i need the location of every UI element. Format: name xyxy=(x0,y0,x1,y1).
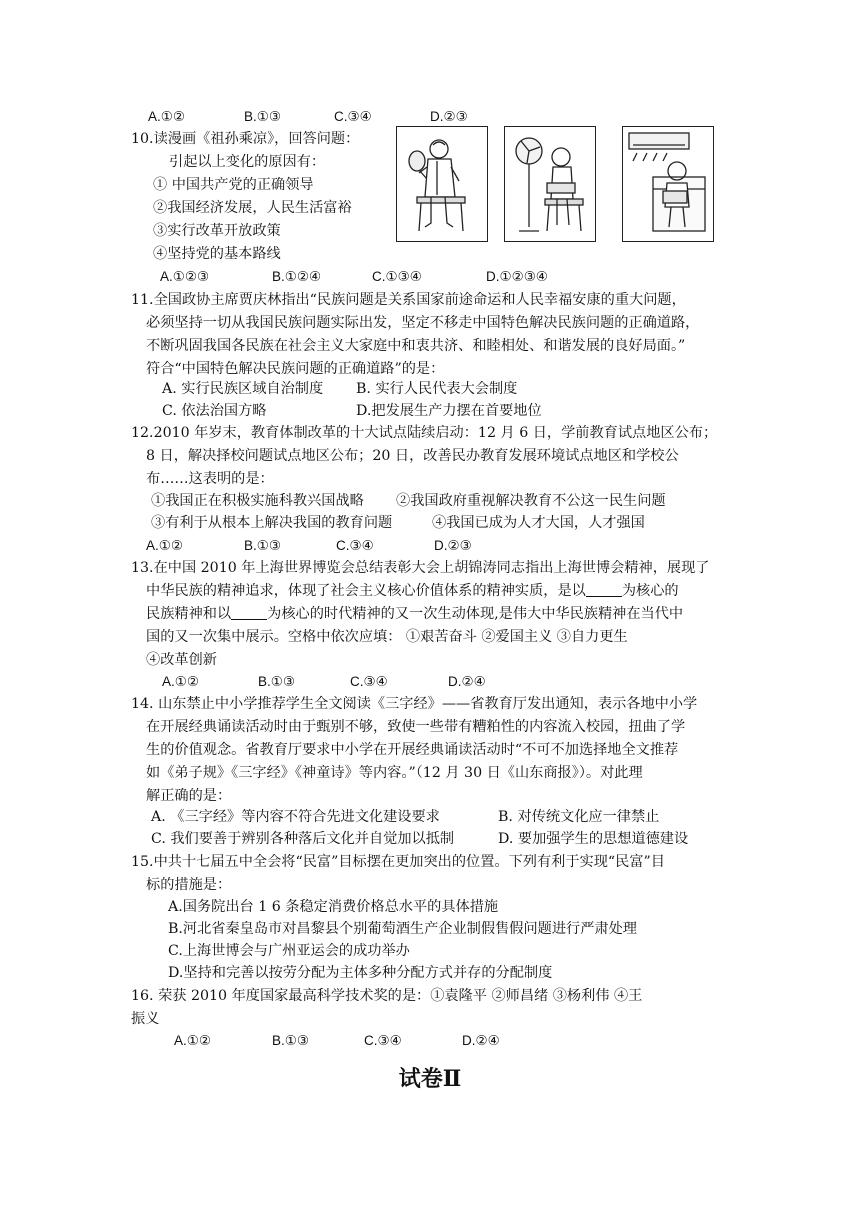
q12-option-a[interactable]: A.①② xyxy=(146,538,183,553)
q16-line-1: 16. 荣获 2010 年度国家最高科学技术奖的是：①袁隆平 ②师昌绪 ③杨利伟 ④王 xyxy=(131,988,643,1004)
q16-option-d[interactable]: D.②④ xyxy=(462,1033,500,1048)
q13-line-3-a: 民族精神和以 xyxy=(146,606,232,622)
q12-options xyxy=(146,535,472,557)
q14-line-4: 如《弟子规》《三字经》《神童诗》等内容。”（12 月 30 日《山东商报》）。对此理 xyxy=(146,765,643,781)
q13-line-3 xyxy=(146,603,683,625)
q13-line-1: 13.在中国 2010 年上海世界博览会总结表彰大会上胡锦涛同志指出上海世博会精神，展现了 xyxy=(131,560,710,576)
air-conditioner-panel xyxy=(622,126,714,242)
q13-options xyxy=(162,671,486,693)
q15-line-1: 15.中共十七届五中全会将“民富”目标摆在更加突出的位置。下列有利于实现“民富”目 xyxy=(131,854,665,870)
q12-option-c[interactable]: C.③④ xyxy=(336,538,374,553)
q13-option-d[interactable]: D.②④ xyxy=(448,674,486,689)
q12-line-1: 12.2010 年岁末，教育体制改革的十大试点陆续启动：12 月 6 日，学前教育试点地区公布； xyxy=(131,425,718,441)
q13-option-c[interactable]: C.③④ xyxy=(350,674,388,689)
q10-item-2: ②我国经济发展，人民生活富裕 xyxy=(153,200,352,216)
q12-item-2: ②我国政府重视解决教育不公这一民生问题 xyxy=(396,493,666,509)
q10-option-a[interactable]: A.①②③ xyxy=(160,269,210,284)
q11-line-3: 不断巩固我国各民族在社会主义大家庭中和衷共济、和睦相处、和谐发展的良好局面。” xyxy=(146,338,686,354)
q12-item-3: ③有利于从根本上解决我国的教育问题 xyxy=(151,515,393,531)
q13-option-a[interactable]: A.①② xyxy=(162,674,199,689)
q10-item-3: ③实行改革开放政策 xyxy=(153,223,281,239)
q16-option-a[interactable]: A.①② xyxy=(174,1033,211,1048)
q10-option-c[interactable]: C.①③④ xyxy=(372,269,422,284)
q11-option-b[interactable]: B. 实行人民代表大会制度 xyxy=(356,381,518,397)
q9-option-a[interactable]: A.①② xyxy=(148,109,185,124)
q13-line-2-b: 为核心的 xyxy=(621,583,679,599)
q12-item-1: ①我国正在积极实施科教兴国战略 xyxy=(151,493,364,509)
hand-fan-panel xyxy=(396,126,488,242)
q14-line-3: 生的价值观念。省教育厅要求中小学在开展经典诵读活动时“不可不加选择地全文推荐 xyxy=(146,742,679,758)
q11-option-a[interactable]: A. 实行民族区域自治制度 xyxy=(162,381,324,397)
q13-line-3-b: 为核心的时代精神的又一次生动体现,是伟大中华民族精神在当代中 xyxy=(267,606,684,622)
q16-line-2: 振义 xyxy=(131,1011,160,1027)
q15-option-c[interactable]: C.上海世博会与广州亚运会的成功举办 xyxy=(168,943,410,959)
q15-option-b[interactable]: B.河北省秦皇岛市对昌黎县个别葡萄酒生产企业制假售假问题进行严肃处理 xyxy=(168,921,637,937)
q9-option-b[interactable]: B.①③ xyxy=(244,109,281,124)
q13-line-2 xyxy=(146,580,679,602)
q9-option-c[interactable]: C.③④ xyxy=(334,109,372,124)
q15-option-a[interactable]: A.国务院出台 1 6 条稳定消费价格总水平的具体措施 xyxy=(168,899,499,915)
electric-fan-panel xyxy=(504,126,596,242)
q13-option-b[interactable]: B.①③ xyxy=(258,674,295,689)
air-conditioner-illustration xyxy=(623,127,713,241)
q12-line-3: 布……这表明的是： xyxy=(146,471,274,487)
q14-option-a[interactable]: A. 《三字经》等内容不符合先进文化建设要求 xyxy=(151,809,440,825)
q11-option-d[interactable]: D.把发展生产力摆在首要地位 xyxy=(356,403,542,419)
q10-options xyxy=(160,266,548,288)
q14-line-5: 解正确的是： xyxy=(146,788,232,804)
q16-option-b[interactable]: B.①③ xyxy=(272,1033,309,1048)
grandfather-hand-fan-illustration xyxy=(397,127,487,241)
q11-option-c[interactable]: C. 依法治国方略 xyxy=(162,403,267,419)
q13-line-5: ④改革创新 xyxy=(146,652,217,668)
q14-option-d[interactable]: D. 要加强学生的思想道德建设 xyxy=(498,831,689,847)
q12-item-4: ④我国已成为人才大国，人才强国 xyxy=(432,515,645,531)
q13-blank-2 xyxy=(231,605,267,620)
q13-blank-1 xyxy=(586,582,622,597)
q13-line-2-a: 中华民族的精神追求，体现了社会主义核心价值体系的精神实质，是以 xyxy=(146,583,586,599)
q10-item-4: ④坚持党的基本路线 xyxy=(153,246,281,262)
section-title: 试卷Ⅱ xyxy=(398,1066,462,1092)
q12-option-b[interactable]: B.①③ xyxy=(244,538,281,553)
q9-option-d[interactable]: D.②③ xyxy=(430,109,468,124)
q13-line-4: 国的又一次集中展示。空格中依次应填： ①艰苦奋斗 ②爱国主义 ③自力更生 xyxy=(146,629,628,645)
q14-line-2: 在开展经典诵读活动时由于甄别不够，致使一些带有糟粕性的内容流入校园，扭曲了学 xyxy=(146,719,686,735)
q11-line-2: 必须坚持一切从我国民族问题实际出发，坚定不移走中国特色解决民族问题的正确道路， xyxy=(146,315,700,331)
q15-line-2: 标的措施是： xyxy=(146,877,232,893)
electric-fan-illustration xyxy=(505,127,595,241)
q10-item-1: ① 中国共产党的正确领导 xyxy=(153,177,314,193)
q10-sub: 引起以上变化的原因有： xyxy=(169,154,326,170)
q14-option-c[interactable]: C. 我们要善于辨别各种落后文化并自觉加以抵制 xyxy=(151,831,455,847)
q10-option-b[interactable]: B.①②④ xyxy=(272,269,322,284)
q15-option-d[interactable]: D.坚持和完善以按劳分配为主体多种分配方式并存的分配制度 xyxy=(168,965,553,981)
q9-options xyxy=(148,106,468,128)
q12-line-2: 8 日，解决择校问题试点地区公布；20 日，改善民办教育发展环境试点地区和学校公 xyxy=(146,448,679,464)
q14-line-1: 14. 山东禁止中小学推荐学生全文阅读《三字经》——省教育厅发出通知，表示各地中小学 xyxy=(131,696,698,712)
q16-option-c[interactable]: C.③④ xyxy=(364,1033,402,1048)
q11-line-4: 符合“中国特色解决民族问题的正确道路”的是： xyxy=(146,361,445,377)
q14-option-b[interactable]: B. 对传统文化应一律禁止 xyxy=(498,809,660,825)
q10-option-d[interactable]: D.①②③④ xyxy=(486,269,548,284)
q11-line-1: 11.全国政协主席贾庆林指出“民族问题是关系国家前途命运和人民幸福安康的重大问题， xyxy=(131,292,686,308)
q12-option-d[interactable]: D.②③ xyxy=(434,538,472,553)
q16-options xyxy=(174,1030,500,1052)
q10-stem: 10.读漫画《祖孙乘凉》，回答问题： xyxy=(131,131,360,147)
